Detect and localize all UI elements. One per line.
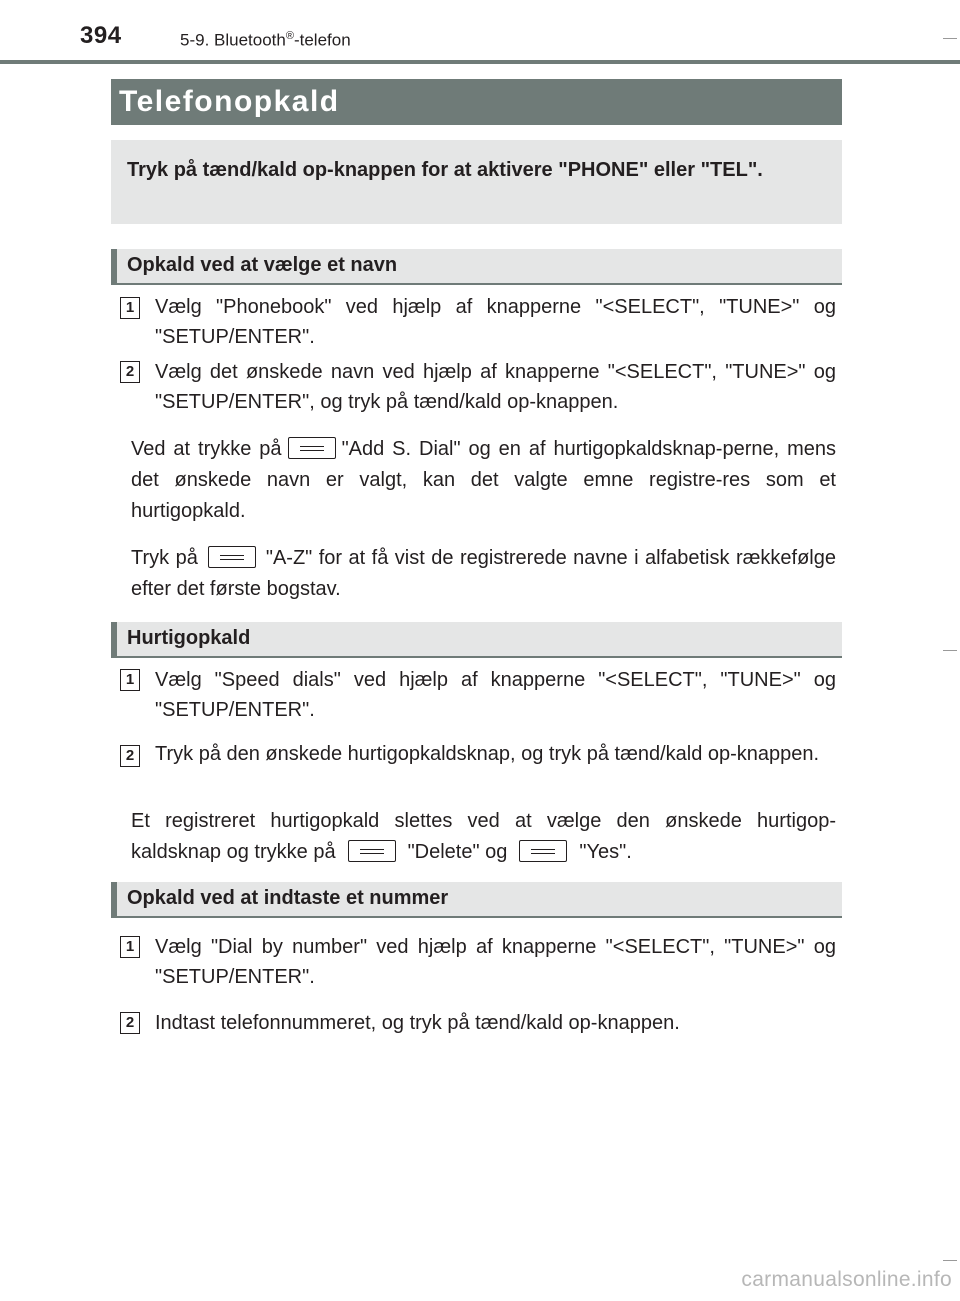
breadcrumb (180, 30, 351, 51)
note-delete-speed-dial (131, 806, 836, 868)
note-text: Tryk på (131, 547, 198, 569)
note-text: Et registreret hurtigopkald slettes ved at vælge den ønskede hurtigop-kaldsknap og trykke på (131, 810, 836, 863)
crop-mark (943, 650, 957, 651)
step-text: Vælg "Dial by number" ved hjælp af knapperne "<SELECT", "TUNE>" og "SETUP/ENTER". (155, 936, 836, 988)
softkey-button-icon (208, 546, 256, 568)
watermark: carmanualsonline.info (741, 1268, 952, 1291)
section-heading-speed-dial: Hurtigopkald (111, 622, 842, 658)
note-add-speed-dial (131, 434, 836, 527)
note-text: "Delete" og (407, 841, 508, 863)
intro-box: Tryk på tænd/kald op-knappen for at aktivere "PHONE" eller "TEL". (111, 140, 842, 224)
section-heading-dial-number: Opkald ved at indtaste et nummer (111, 882, 842, 918)
section-heading-name-dial: Opkald ved at vælge et navn (111, 249, 842, 285)
note-a-z (131, 543, 836, 605)
page-title: Telefonopkald (111, 79, 842, 125)
note-text: "Yes". (579, 841, 632, 863)
step-text: Vælg det ønskede navn ved hjælp af knapperne "<SELECT", "TUNE>" og "SETUP/ENTER", og tryk på tænd/kald op-knappen. (155, 361, 836, 413)
crop-mark (943, 38, 957, 39)
breadcrumb-tail: -telefon (293, 30, 351, 50)
page-number: 394 (80, 22, 122, 49)
step-number: 2 (120, 745, 140, 767)
step-number: 1 (120, 297, 140, 319)
step-text: Tryk på den ønskede hurtigopkaldsknap, og tryk på tænd/kald op-knappen. (155, 743, 820, 765)
step-number: 2 (120, 1012, 140, 1034)
note-text: "A-Z" for at få vist de registrerede navne i alfabetisk rækkefølge efter det første bogstav. (131, 547, 836, 600)
breadcrumb-main: 5-9. Bluetooth (180, 30, 286, 50)
softkey-button-icon (348, 840, 396, 862)
crop-mark (943, 1260, 957, 1261)
softkey-button-icon (519, 840, 567, 862)
step-text: Vælg "Speed dials" ved hjælp af knapperne "<SELECT", "TUNE>" og "SETUP/ENTER". (155, 669, 836, 721)
header-rule (0, 60, 960, 64)
step-number: 2 (120, 361, 140, 383)
note-text: "Add S. Dial" og en af hurtigopkaldsknap-perne, mens det ønskede navn er valgt, kan det valgte emne registre-res som et hurtigopkald. (131, 438, 837, 522)
softkey-button-icon (288, 437, 336, 459)
step-text: Vælg "Phonebook" ved hjælp af knapperne "<SELECT", "TUNE>" og "SETUP/ENTER". (155, 296, 836, 348)
step-text: Indtast telefonnummeret, og tryk på tænd/kald op-knappen. (155, 1012, 680, 1034)
step-number: 1 (120, 936, 140, 958)
note-text: Ved at trykke på (131, 438, 282, 460)
step-number: 1 (120, 669, 140, 691)
registered-mark: ® (285, 30, 294, 42)
